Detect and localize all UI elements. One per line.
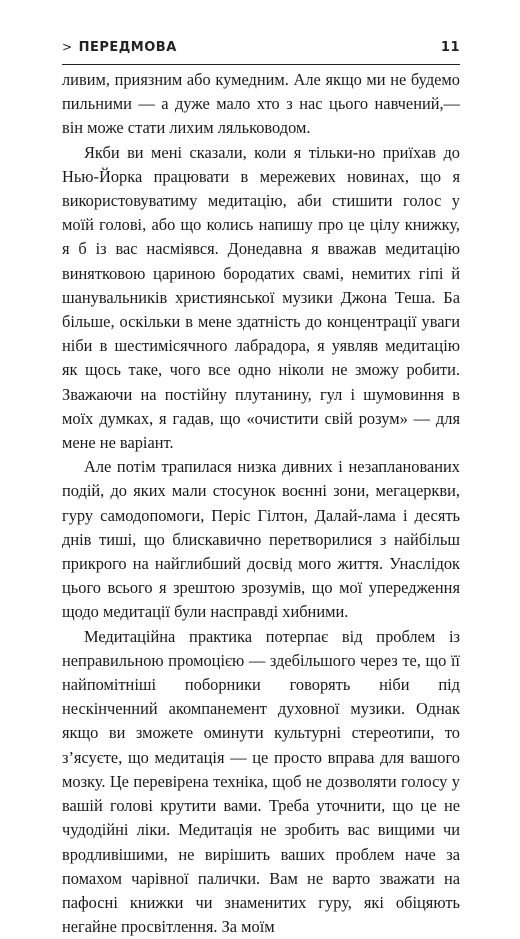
paragraph: Медитаційна практика потерпає від проблем із неправильною промоцією — здебільшого через те, що її найпомітніші поборники говорять ніби під нескінченний акомпанемент духовної музики. Однак якщо ви зможете оминути культурні стереотипи, то з’ясуєте, що медитація — це просто вправа для вашого мозку. Це перевірена техніка, щоб не дозволяти голосу у вашій голові крутити вами. Треба уточнити, що це не чудодійні ліки. Медитація не зробить вас вищими чи вродливішими, не вирішить ваших проблем наче за помахом чарівної палички. Вам не варто зважати на пафосні книжки чи знаменитих гуру, які обіцяють негайне просвітлення. За моїм [62,626,460,937]
section-heading [62,40,177,55]
paragraph: Якби ви мені сказали, коли я тільки-но приїхав до Нью-Йорка працювати в мережевих новинах, що я використовуватиму медитацію, аби стишити голос у моїй голові, або що колись напишу про це цілу книжку, я б із вас насміявся. Донедавна я вважав медитацію винятковою цариною бородатих свамі, немитих гіпі й шанувальників християнської музики Джона Теша. Ба більше, оскільки в мене здатність до концентрації уваги ніби в шестимісячного лабрадора, я уявляв медитацію як щось таке, чого все одно ніколи не зможу робити. Зважаючи на постійну плутанину, гул і шумовиння в моїх думках, я гадав, що «очистити свій розум» — для мене не варіант. [62,142,460,453]
running-header [62,40,460,55]
paragraph: Але потім трапилася низка дивних і незапланованих подій, до яких мали стосунок воєнні зони, мегацеркви, гуру самодопомоги, Періс Гілтон, Далай-лама і десять днів тиші, що блискавично перетворилися з найбільш прикрого на найглибший досвід мого життя. Унаслідок цього всього я зрештою зрозумів, що мої упередження щодо медитації були насправді хибними. [62,457,460,622]
section-title: ПЕРЕДМОВА [78,40,177,55]
page-number: 11 [440,40,460,55]
header-divider [62,64,460,65]
paragraph-continued: ливим, приязним або кумедним. Але якщо ми не будемо пильними — а дуже мало хто з нас цього навчений,— він може стати лихим ляльководом. [62,70,460,138]
chevron-right-icon: > [62,40,73,54]
page-body [62,68,460,939]
